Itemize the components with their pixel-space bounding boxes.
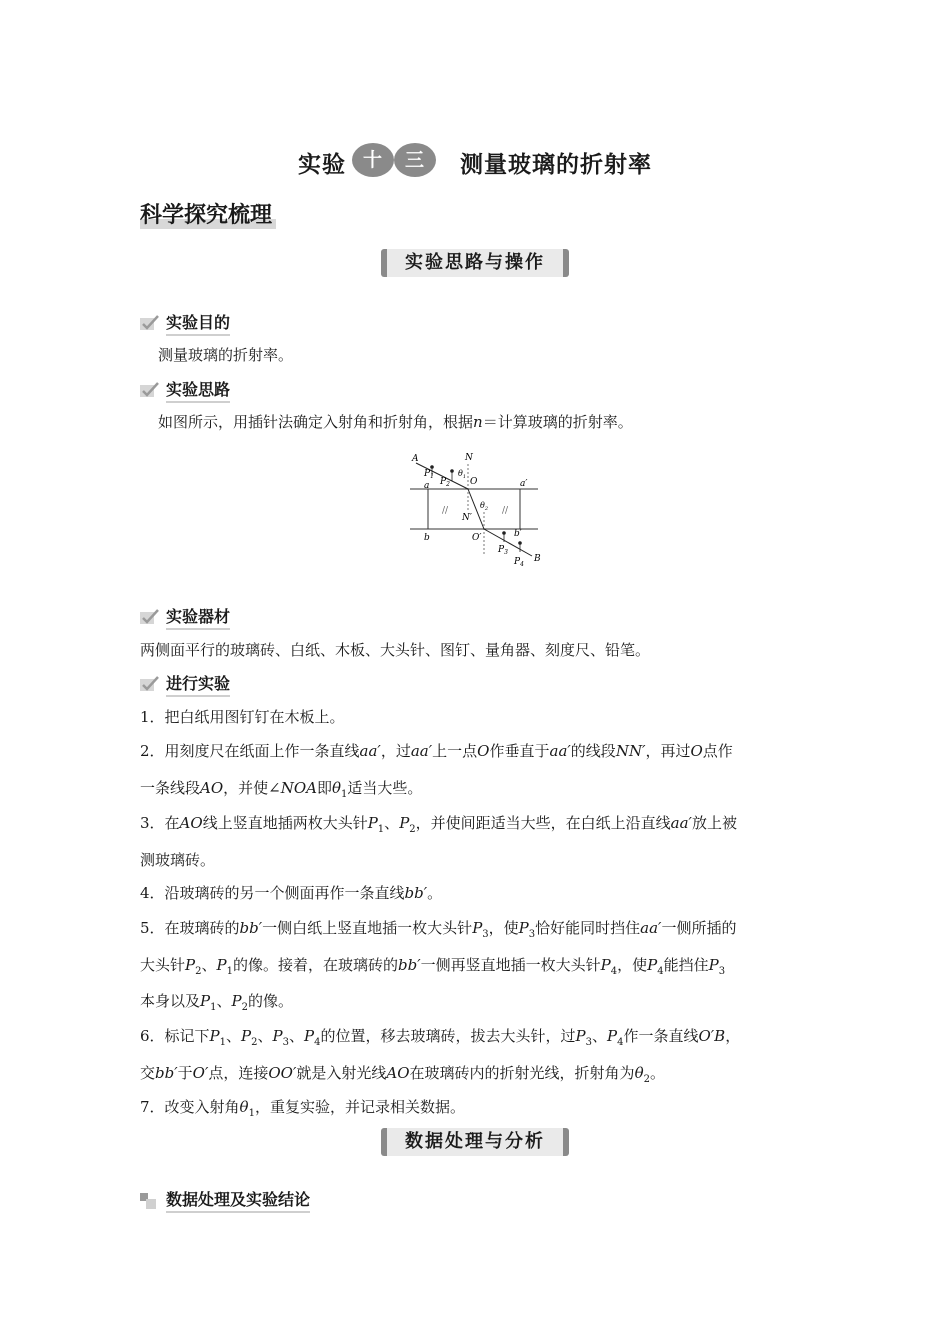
- step-7: 7．改变入射角$\theta_1$，重复实验，并记录相关数据。: [140, 1098, 465, 1119]
- check-icon: [140, 314, 160, 332]
- refraction-diagram: [404, 450, 554, 572]
- step-6-cont: 交bb′于O′点，连接OO′就是入射光线AO在玻璃砖内的折射光线，折射角为$\theta_2$。: [140, 1064, 665, 1085]
- step-3: 3．在AO线上竖直地插两枚大头针$P_1$、$P_2$，并使间距适当大些，在白纸上沿直线aa′放上被: [140, 814, 737, 835]
- idea-text: 如图所示，用插针法确定入射角和折射角，根据n＝计算玻璃的折射率。: [158, 413, 633, 431]
- step-3-cont: 测玻璃砖。: [140, 851, 216, 869]
- label-P3: $P_3$: [498, 545, 508, 556]
- subheading-data-conclusion: 数据处理及实验结论: [140, 1187, 310, 1213]
- label-a: a: [424, 481, 430, 491]
- hatch-mark: //: [442, 506, 449, 516]
- step-2: 2．用刻度尺在纸面上作一条直线aa′，过aa′上一点O作垂直于aa′的线段NN′，再过O点作: [140, 742, 733, 760]
- page-title: [0, 146, 950, 183]
- subheading-purpose: 实验目的: [140, 310, 230, 336]
- label-O: O: [470, 477, 478, 487]
- label-theta2: $\theta_2$: [480, 501, 489, 512]
- title-prefix: 实验: [298, 152, 346, 178]
- purpose-text: 测量玻璃的折射率。: [158, 346, 294, 364]
- subheading-equipment: 实验器材: [140, 604, 230, 630]
- step-1: 1．把白纸用图钉钉在木板上。: [140, 708, 345, 726]
- check-icon: [140, 608, 160, 626]
- step-4: 4．沿玻璃砖的另一个侧面再作一条直线bb′。: [140, 884, 443, 902]
- check-icon: [140, 675, 160, 693]
- step-5: 5．在玻璃砖的bb′一侧白纸上竖直地插一枚大头针$P_3$，使$P_3$恰好能同时挡住aa′一侧所插的: [140, 919, 737, 940]
- label-B: B: [534, 554, 541, 564]
- label-b: b: [424, 533, 430, 543]
- squares-icon: [140, 1191, 160, 1209]
- step-6: 6．标记下$P_1$、$P_2$、$P_3$、$P_4$的位置，移去玻璃砖，拔去大头针，过$P_3$、$P_4$作一条直线O′B，: [140, 1027, 741, 1048]
- label-N-prime: N′: [462, 513, 472, 523]
- label-theta1: $\theta_1$: [458, 469, 467, 480]
- banner-idea-operation: 实验思路与操作: [0, 249, 950, 277]
- experiment-number-badge: 十 三: [350, 143, 438, 177]
- label-P2: $P_2$: [440, 477, 450, 488]
- title-main: 测量玻璃的折射率: [460, 152, 652, 178]
- step-5-cont: 大头针$P_2$、$P_1$的像。接着，在玻璃砖的bb′一侧再竖直地插一枚大头针$P_4$，使$P_4$能挡住$P_3$: [140, 956, 726, 977]
- label-N: N: [465, 453, 473, 463]
- subheading-procedure: 进行实验: [140, 671, 230, 697]
- equipment-text: 两侧面平行的玻璃砖、白纸、木板、大头针、图钉、量角器、刻度尺、铅笔。: [140, 641, 651, 659]
- step-5-cont-2: 本身以及$P_1$、$P_2$的像。: [140, 992, 293, 1013]
- label-P1: $P_1$: [424, 469, 434, 480]
- banner-data-analysis: 数据处理与分析: [0, 1128, 950, 1156]
- label-O-prime: O′: [472, 533, 482, 543]
- hatch-mark-2: //: [502, 506, 509, 516]
- section-heading: 科学探究梳理: [140, 198, 276, 229]
- label-a-prime: a′: [520, 479, 528, 489]
- check-icon: [140, 381, 160, 399]
- step-2-cont: 一条线段AO，并使∠NOA即$\theta_1$适当大些。: [140, 779, 423, 800]
- subheading-idea: 实验思路: [140, 377, 230, 403]
- label-b-prime: b′: [514, 529, 522, 539]
- label-A: A: [412, 454, 419, 464]
- label-P4: $P_4$: [514, 557, 524, 568]
